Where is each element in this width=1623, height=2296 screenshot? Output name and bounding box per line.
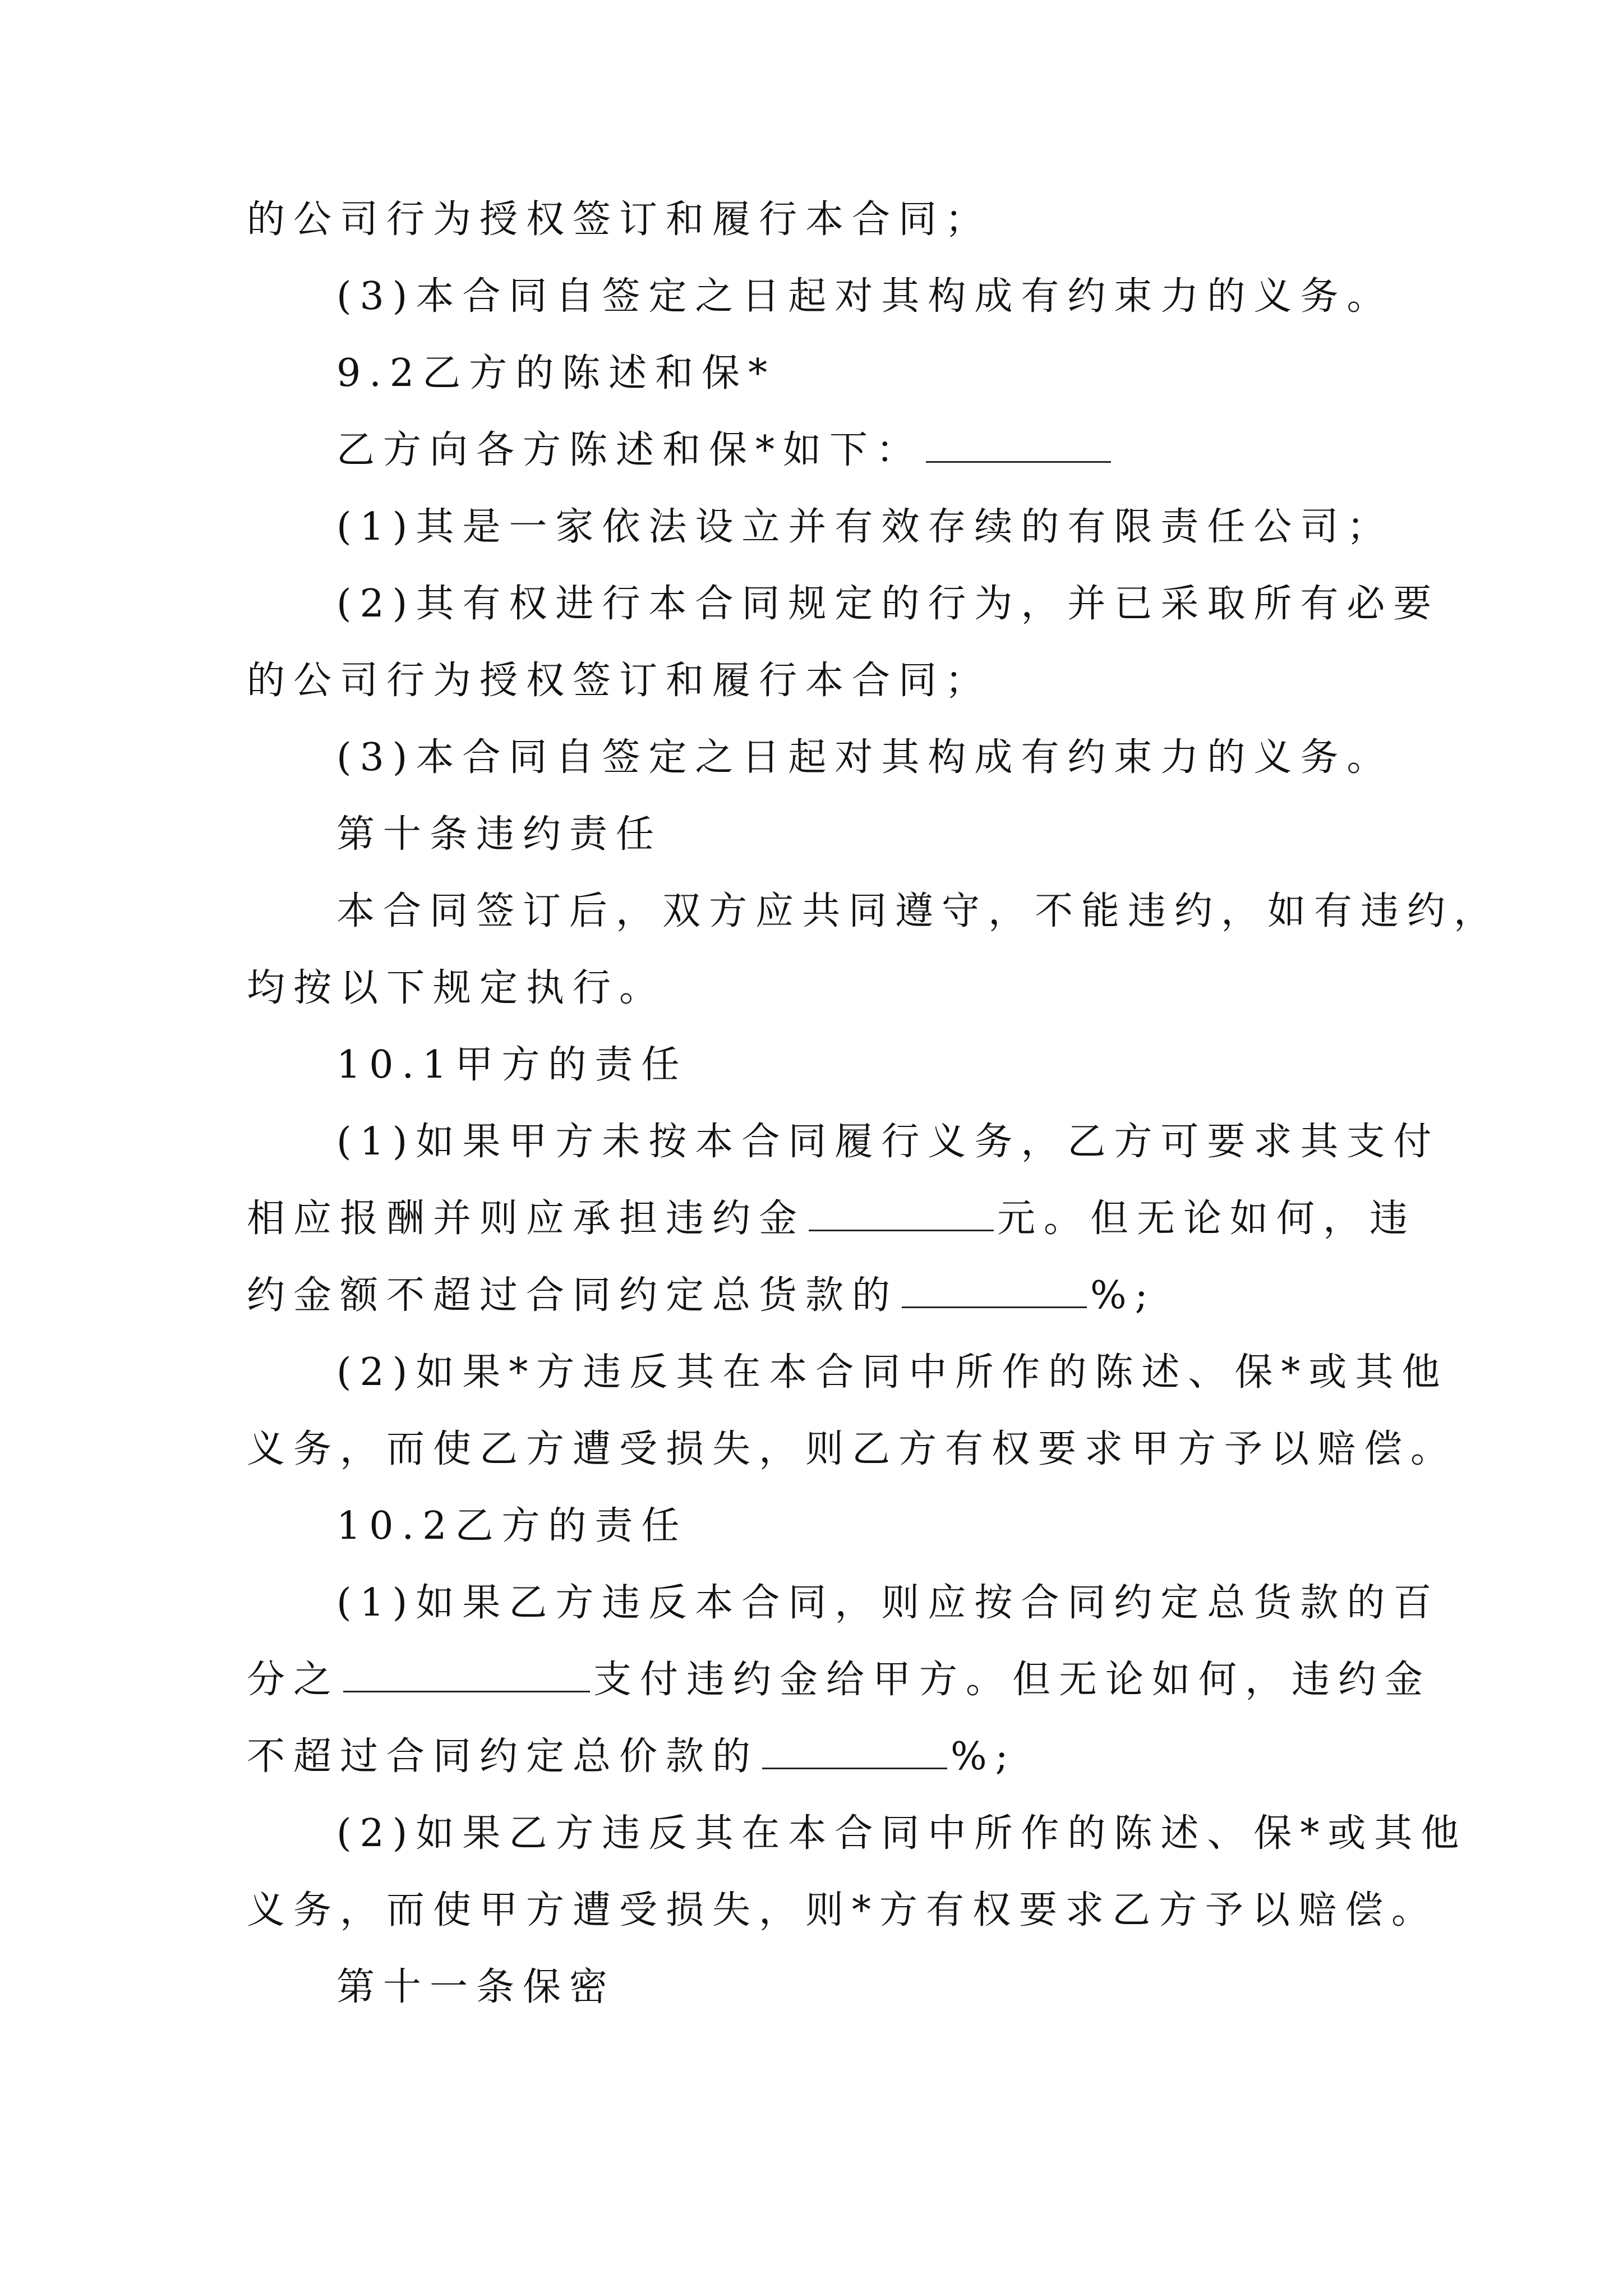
text-line-content: 元。但无论如何，违 xyxy=(997,1197,1417,1241)
text-line-content: 10.2乙方的责任 xyxy=(336,1504,688,1548)
text-line xyxy=(247,195,992,245)
fill-in-blank xyxy=(343,1659,590,1692)
text-line-content: 9.2乙方的陈述和保* xyxy=(336,351,776,395)
text-line-content: 相应报酬并则应承担违约金 xyxy=(247,1197,806,1241)
text-line-content: %; xyxy=(951,1734,1017,1779)
text-line xyxy=(247,1732,1017,1782)
section-heading xyxy=(336,1501,688,1552)
text-line-content: 分之 xyxy=(247,1658,340,1702)
section-heading xyxy=(336,348,776,399)
text-line-content: 的公司行为授权签订和履行本合同； xyxy=(247,197,992,242)
text-line xyxy=(336,272,1393,322)
text-line xyxy=(336,733,1393,783)
text-line xyxy=(336,886,1500,937)
text-line xyxy=(336,579,1440,629)
text-line-content: 的公司行为授权签订和履行本合同； xyxy=(247,659,992,703)
text-line-content: 义务，而使乙方遭受损失，则乙方有权要求甲方予以赔偿。 xyxy=(247,1427,1458,1471)
article-heading xyxy=(336,809,662,860)
text-line-content: 本合同签订后，双方应共同遵守，不能违约，如有违约， xyxy=(336,889,1501,933)
text-line xyxy=(247,963,666,1014)
text-line-content: 不超过合同约定总价款的 xyxy=(247,1734,759,1779)
text-line xyxy=(336,502,1393,553)
text-line-content: 支付违约金给甲方。但无论如何，违约金 xyxy=(593,1658,1432,1702)
text-line-content: 10.1甲方的责任 xyxy=(336,1043,688,1087)
fill-in-blank xyxy=(809,1198,994,1231)
fill-in-blank xyxy=(926,430,1111,463)
text-line xyxy=(336,1578,1440,1628)
text-line-content: %; xyxy=(1090,1273,1156,1318)
text-line xyxy=(247,1885,1438,1936)
text-line-content: 第十一条保密 xyxy=(336,1965,616,2009)
text-line-content: 第十条违约责任 xyxy=(336,812,663,857)
article-heading xyxy=(336,1962,616,2013)
text-line-content: 义务，而使甲方遭受损失，则*方有权要求乙方予以赔偿。 xyxy=(247,1888,1438,1932)
text-line-content: (3)本合同自签定之日起对其构成有约束力的义务。 xyxy=(336,735,1394,780)
text-line xyxy=(336,425,1114,476)
text-line xyxy=(247,1424,1457,1475)
text-line-content: 均按以下规定执行。 xyxy=(247,966,666,1010)
text-line xyxy=(247,1271,1156,1321)
text-line-content: (3)本合同自签定之日起对其构成有约束力的义务。 xyxy=(336,274,1394,319)
text-line xyxy=(247,656,992,706)
text-line-content: (1)如果乙方违反本合同，则应按合同约定总货款的百 xyxy=(336,1581,1440,1625)
fill-in-blank xyxy=(762,1736,947,1769)
text-line-content: (1)其是一家依法设立并有效存续的有限责任公司； xyxy=(336,505,1394,549)
text-line-content: 乙方向各方陈述和保*如下： xyxy=(336,428,923,472)
text-line-content: (1)如果甲方未按本合同履行义务，乙方可要求其支付 xyxy=(336,1120,1440,1164)
text-line xyxy=(336,1809,1467,1859)
text-line xyxy=(336,1347,1448,1398)
text-line-content: (2)如果乙方违反其在本合同中所作的陈述、保*或其他 xyxy=(336,1811,1468,1856)
text-line xyxy=(247,1655,1431,1705)
text-line-content: 约金额不超过合同约定总货款的 xyxy=(247,1273,899,1318)
fill-in-blank xyxy=(902,1275,1087,1308)
text-line-content: (2)如果*方违反其在本合同中所作的陈述、保*或其他 xyxy=(336,1350,1449,1395)
text-line xyxy=(247,1194,1416,1244)
text-line xyxy=(336,1117,1440,1167)
text-line-content: (2)其有权进行本合同规定的行为，并已采取所有必要 xyxy=(336,582,1440,626)
section-heading xyxy=(336,1040,688,1091)
